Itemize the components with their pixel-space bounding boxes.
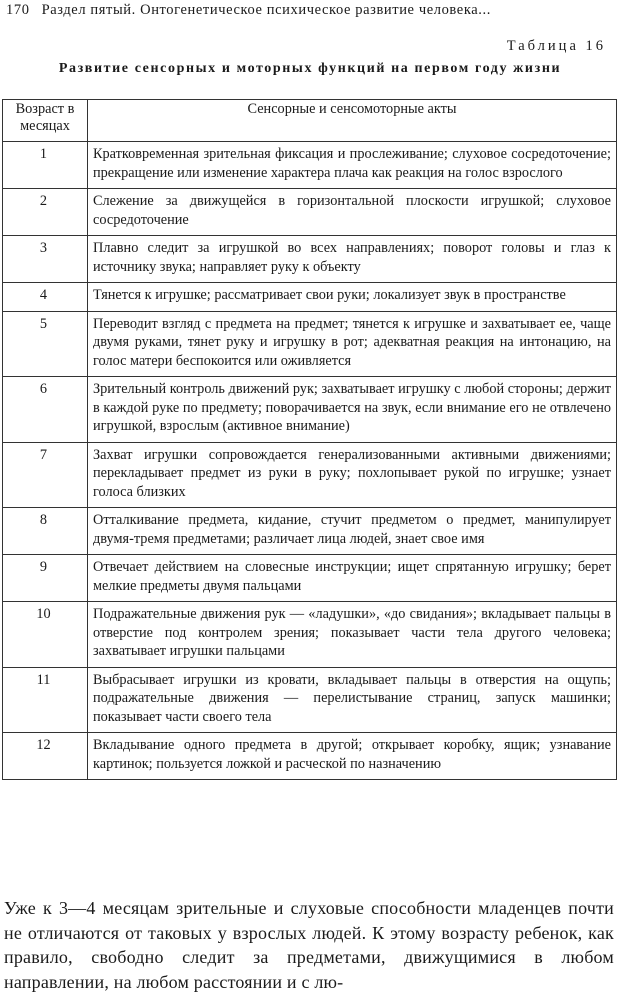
- body-paragraph: Уже к 3—4 месяцам зрительные и слуховые способности младенцев почти не отличаются от таковых у взрослых людей. К этому возрасту ребенок, как правило, свободно следит за предметами, движущимися в любом направлении, на любом расстоянии и с лю-: [4, 898, 614, 992]
- acts-cell: Вкладывание одного предмета в другой; открывает коробку, ящик; узнавание картинок; пользуется ложкой и расческой по назначению: [88, 733, 617, 780]
- running-header: [6, 2, 491, 19]
- age-cell: 12: [3, 733, 88, 780]
- table-row: [3, 733, 617, 780]
- age-cell: 9: [3, 555, 88, 602]
- acts-cell: Плавно следит за игрушкой во всех направлениях; поворот головы и глаз к источнику звука; направляет руку к объекту: [88, 236, 617, 283]
- acts-cell: Тянется к игрушке; рассматривает свои руки; локализует звук в пространстве: [88, 283, 617, 312]
- age-cell: 11: [3, 667, 88, 733]
- column-header-acts: Сенсорные и сенсомоторные акты: [88, 100, 617, 142]
- acts-cell: Подражательные движения рук — «ладушки», «до свидания»; вкладывает пальцы в отверстие под контролем зрения; показывает части тела другого человека; захватывает игрушки пальцами: [88, 602, 617, 668]
- acts-cell: Кратковременная зрительная фиксация и прослеживание; слуховое сосредоточение; прекращение или изменение характера плача как реакция на голос взрослого: [88, 142, 617, 189]
- age-cell: 10: [3, 602, 88, 668]
- acts-cell: Переводит взгляд с предмета на предмет; тянется к игрушке и захватывает ее, чаще двумя руками, тянет руку и игрушку в рот; адекватная реакция на интонацию, на голос матери беспокоится или оживляется: [88, 311, 617, 377]
- table-title: Развитие сенсорных и моторных функций на первом году жизни: [58, 61, 562, 76]
- acts-cell: Выбрасывает игрушки из кровати, вкладывает пальцы в отверстия на ощупь; подражательные движения — перелистывание страниц, запуск машинки; показывает части своего тела: [88, 667, 617, 733]
- table-row: [3, 189, 617, 236]
- table-row: [3, 236, 617, 283]
- age-cell: 1: [3, 142, 88, 189]
- table-row: [3, 508, 617, 555]
- page-number: 170: [6, 2, 30, 18]
- table-label: Таблица 16: [506, 38, 606, 54]
- table-row: [3, 283, 617, 312]
- acts-cell: Отвечает действием на словесные инструкции; ищет спрятанную игрушку; берет мелкие предметы двумя пальцами: [88, 555, 617, 602]
- age-cell: 4: [3, 283, 88, 312]
- acts-cell: Захват игрушки сопровождается генерализованными активными движениями; перекладывает предмет из руки в руку; похлопывает рукой по игрушке; узнает голоса близких: [88, 442, 617, 508]
- column-header-age: Возраст в месяцах: [3, 100, 88, 142]
- age-cell: 3: [3, 236, 88, 283]
- table-row: [3, 667, 617, 733]
- table-row: [3, 555, 617, 602]
- age-cell: 8: [3, 508, 88, 555]
- development-table: [2, 99, 617, 780]
- age-cell: 5: [3, 311, 88, 377]
- table-row: [3, 142, 617, 189]
- table-row: [3, 442, 617, 508]
- running-title: Раздел пятый. Онтогенетическое психическое развитие человека...: [41, 2, 491, 18]
- age-cell: 7: [3, 442, 88, 508]
- table-row: [3, 311, 617, 377]
- acts-cell: Слежение за движущейся в горизонтальной плоскости игрушкой; слуховое сосредоточение: [88, 189, 617, 236]
- age-cell: 6: [3, 377, 88, 443]
- acts-cell: Зрительный контроль движений рук; захватывает игрушку с любой стороны; держит в каждой руке по предмету; поворачивается на звук, если внимание его не отвлечено игрушкой, взрослым (активное внимание): [88, 377, 617, 443]
- age-cell: 2: [3, 189, 88, 236]
- table-row: [3, 377, 617, 443]
- table-header-row: [3, 100, 617, 142]
- acts-cell: Отталкивание предмета, кидание, стучит предметом о предмет, манипулирует двумя-тремя предметами; различает лица людей, знает свое имя: [88, 508, 617, 555]
- table-row: [3, 602, 617, 668]
